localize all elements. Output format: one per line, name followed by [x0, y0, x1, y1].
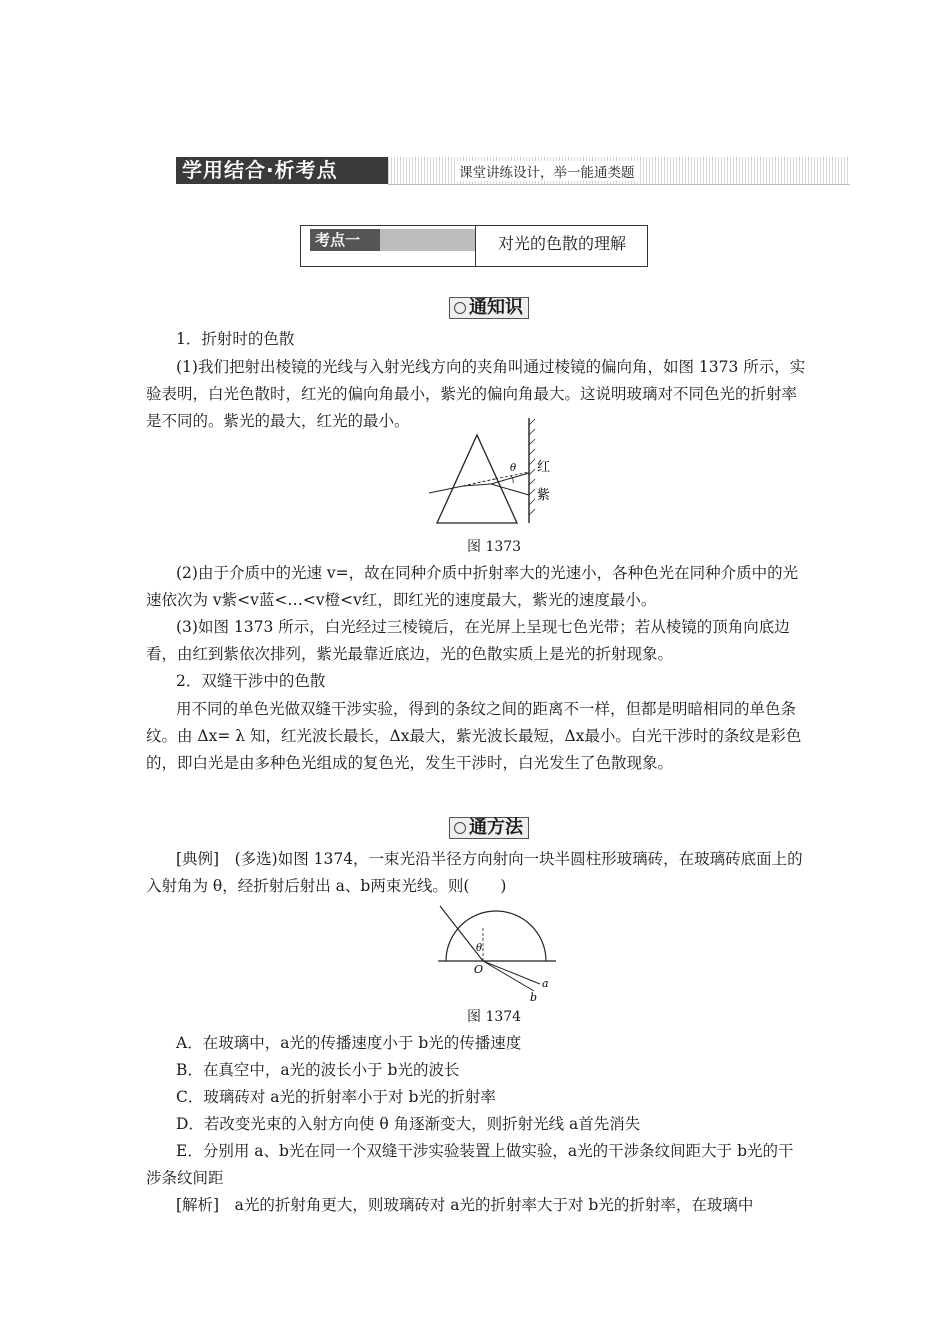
pin-icon [454, 822, 466, 834]
analysis: [解析] a光的折射角更大，则玻璃砖对 a光的折射率大于对 b光的折射率，在玻璃中 [176, 1196, 754, 1214]
option-b: B．在真空中，a光的波长小于 b光的波长 [176, 1061, 460, 1079]
example-question: [典例] (多选)如图 1374，一束光沿半径方向射向一块半圆柱形玻璃砖，在玻璃砖底面上的入射角为 θ，经折射后射出 a、b两束光线。则( ) [146, 850, 803, 895]
kaodian-divider [475, 226, 476, 266]
figure1-caption: 图 1373 [467, 539, 522, 555]
option-c: C．玻璃砖对 a光的折射率小于对 b光的折射率 [176, 1088, 496, 1106]
refracted-ray [463, 484, 491, 486]
option-a: A．在玻璃中，a光的传播速度小于 b光的传播速度 [176, 1034, 522, 1052]
a-label: a [542, 977, 549, 990]
ray-a [483, 961, 540, 984]
angle-arc [511, 476, 513, 483]
incident-ray [429, 486, 463, 493]
item1-paragraph2: (2)由于介质中的光速 v=，故在同种介质中折射率大的光速小，各种色光在同种介质中的光速依次为 v紫<v蓝<…<v橙<v红，即红光的速度最大，紫光的速度最小。 [146, 564, 799, 609]
red-label: 红 [537, 460, 551, 475]
glass-arc [446, 911, 546, 961]
knowledge-header [449, 297, 529, 319]
screen-hatching [529, 419, 535, 515]
item1-paragraph3: (3)如图 1373 所示，白光经过三棱镜后，在光屏上呈现七色光带；若从棱镜的顶角向底边看，由红到紫依次排列，紫光最靠近底边，光的色散实质上是光的折射现象。 [146, 618, 790, 663]
item1-title: 1．折射时的色散 [176, 330, 295, 348]
kaodian-tag: 考点一 [315, 231, 361, 249]
origin-label: O [474, 963, 484, 976]
item2-title: 2．双缝干涉中的色散 [176, 672, 326, 690]
prism-shape [437, 435, 517, 523]
knowledge-header-label: 通知识 [469, 297, 523, 318]
item1-paragraph1: (1)我们把射出棱镜的光线与入射光线方向的夹角叫通过棱镜的偏向角，如图 1373 所示，实验表明，白光色散时，红光的偏向角最小，紫光的偏向角最大。这说明玻璃对不同色光的折射率是不同的。紫光的最大，红光的最小。 [146, 358, 806, 430]
violet-label: 紫 [537, 488, 551, 503]
method-header [449, 817, 529, 839]
theta-label: θ [510, 463, 517, 474]
option-e: E．分别用 a、b光在同一个双缝干涉实验装置上做实验，a光的干涉条纹间距大于 b光的干涉条纹间距 [146, 1142, 794, 1187]
option-d: D．若改变光束的入射方向使 θ 角逐渐变大，则折射光线 a首先消失 [176, 1115, 641, 1133]
violet-ray [491, 484, 529, 495]
pin-icon [454, 302, 466, 314]
ray-b [483, 961, 534, 991]
section-banner-subtitle: 课堂讲练设计，举一能通类题 [455, 161, 639, 181]
section-banner-title: 学用结合·析考点 [176, 157, 388, 184]
b-label: b [530, 991, 538, 1003]
kaodian-title: 对光的色散的理解 [498, 234, 627, 253]
method-header-label: 通方法 [469, 817, 523, 838]
semicircle-figure [432, 903, 562, 1003]
figure2-caption: 图 1374 [467, 1009, 522, 1025]
item2-paragraph1: 用不同的单色光做双缝干涉实验，得到的条纹之间的距离不一样，但都是明暗相同的单色条纹。由 Δx= λ 知，红光波长最长，Δx最大，紫光波长最短，Δx最小。白光干涉时的条纹是彩色的，即白光是由多种色光组成的复色光，发生干涉时，白光发生了色散现象。 [146, 700, 802, 772]
theta-label: θ [476, 943, 483, 954]
prism-figure [425, 413, 565, 528]
